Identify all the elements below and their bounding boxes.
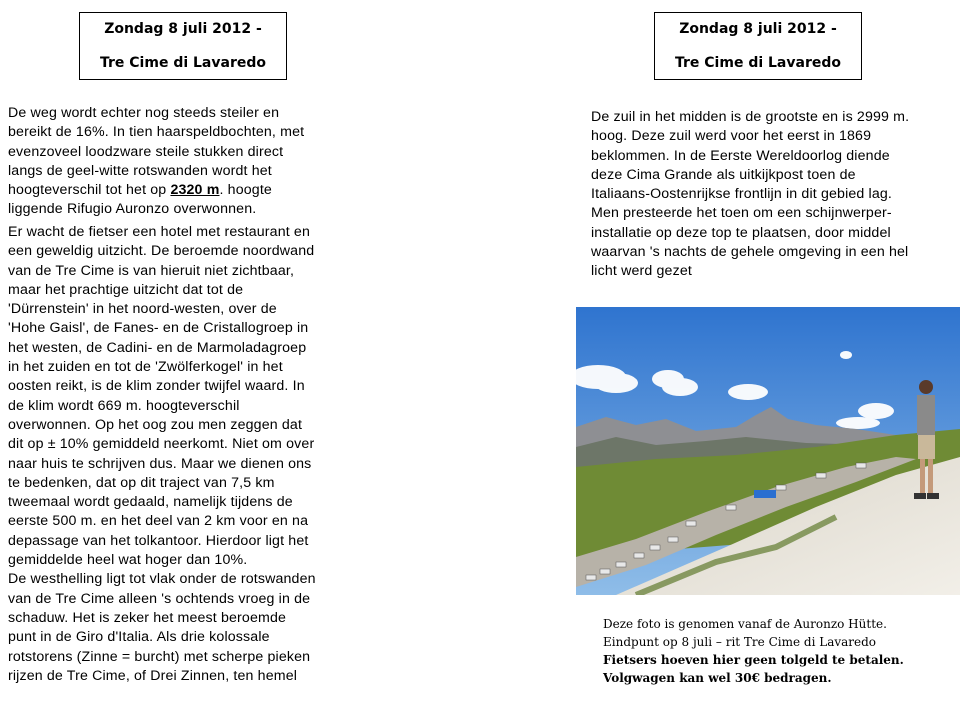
right-title-line1: Zondag 8 juli 2012 -	[679, 21, 837, 37]
left-paragraph-1	[8, 104, 353, 220]
left-title-box	[79, 12, 287, 80]
photo-caption-line1: Deze foto is genomen vanaf de Auronzo Hütte.	[603, 617, 887, 631]
left-p1-after: . hoogte liggende Rifugio Auronzo overwonnen.	[8, 182, 272, 218]
left-paragraph-2: Er wacht de fietser een hotel met restaurant en een geweldig uitzicht. De beroemde noordwand van de Tre Cime is van hieruit niet zichtbaar, maar het prachtige uitzicht dat tot de 'Dürrenstein' in het noord-westen, over de 'Hohe Gaisl', de Fanes- en de Cristallogroep in het westen, de Cadini- en de Marmoladagroep in het zuiden en tot de 'Zwölferkogel' in het oosten reikt, is de klim zonder twijfel waard. In de klim wordt 669 m. hoogteverschil overwonnen. Op het oog zou men zeggen dat dit op ± 10% gemiddeld neerkomt. Niet om over naar huis te schrijven dus. Maar we dienen ons te bedenken, dat op dit traject van 7,5 km tweemaal wordt gedaald, namelijk tijdens de eerste 500 m. en het deel van 2 km voor en na depassage van het tolkantoor. Hierdoor ligt het gemiddelde heel wat hoger dan 10%. De westhelling ligt tot vlak onder de rotswanden van de Tre Cime alleen 's ochtends vroeg in de schaduw. Het is zeker het meest beroemde punt in de Giro d'Italia. Als drie kolossale rotstorens (Zinne = burcht) met scherpe pieken rijzen de Tre Cime, of Drei Zinnen, ten hemel	[8, 224, 316, 684]
photo-caption-line2: Eindpunt op 8 juli – rit Tre Cime di Lavaredo	[603, 635, 877, 649]
mountain-photo	[576, 307, 960, 595]
right-title-line2: Tre Cime di Lavaredo	[675, 55, 841, 71]
mountain-photo-illustration	[576, 307, 960, 595]
right-paragraph-1: De zuil in het midden is de grootste en is 2999 m. hoog. Deze zuil werd voor het eerst in 1869 beklommen. In de Eerste Wereldoorlog diende deze Cima Grande als uitkijkpost toen de Italiaans-Oostenrijkse frontlijn in dit gebied lag. Men presteerde het toen om een schijnwerper- installatie op deze top te plaatsen, door middel waarvan 's nachts de gehele omgeving in een hel licht werd gezet	[591, 109, 910, 280]
right-title-box	[654, 12, 862, 80]
left-title-line2: Tre Cime di Lavaredo	[100, 55, 266, 71]
blue-bus	[754, 490, 776, 498]
altitude-highlight: 2320 m	[170, 182, 220, 199]
photo-caption-line4: Volgwagen kan wel 30€ bedragen.	[603, 671, 832, 685]
photo-caption-line3: Fietsers hoeven hier geen tolgeld te betalen.	[603, 653, 904, 667]
left-title-line1: Zondag 8 juli 2012 -	[104, 21, 262, 37]
left-p1-before: De weg wordt echter nog steeds steiler en bereikt de 16%. In tien haarspeldbochten, met evenzoveel loodzware steile stukken direct langs de geel-witte rotswanden wordt het hoogteverschil tot het op	[8, 105, 305, 199]
